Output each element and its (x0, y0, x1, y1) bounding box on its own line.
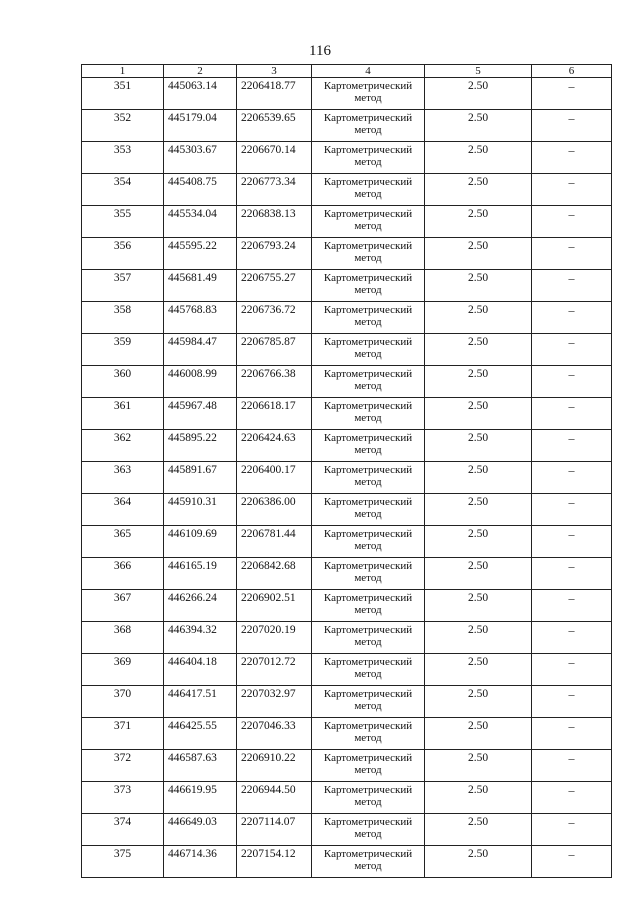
method-line-1: Картометрический (323, 176, 413, 188)
accuracy-cell: 2.50 (425, 686, 532, 718)
point-number-cell: 365 (82, 526, 164, 558)
method-line-1: Картометрический (323, 848, 413, 860)
x-coordinate-cell: 446266.24 (164, 590, 237, 622)
accuracy-cell: 2.50 (425, 334, 532, 366)
table-row (82, 110, 612, 142)
header-cell-4: 4 (312, 65, 425, 78)
accuracy-cell: 2.50 (425, 366, 532, 398)
x-coordinate-cell: 445063.14 (164, 78, 237, 110)
method-line-2: метод (354, 540, 382, 552)
x-coordinate-cell: 445967.48 (164, 398, 237, 430)
accuracy-cell: 2.50 (425, 238, 532, 270)
x-coordinate-cell: 445408.75 (164, 174, 237, 206)
method-line-2: метод (354, 828, 382, 840)
method-cell (312, 366, 425, 398)
method-line-2: метод (354, 860, 382, 872)
header-cell-6: 6 (532, 65, 612, 78)
method-line-2: метод (354, 124, 382, 136)
y-coordinate-cell: 2206418.77 (237, 78, 312, 110)
accuracy-cell: 2.50 (425, 78, 532, 110)
method-line-2: метод (354, 604, 382, 616)
method-cell (312, 654, 425, 686)
description-cell: – (532, 238, 612, 270)
description-cell: – (532, 174, 612, 206)
table-row (82, 366, 612, 398)
description-cell: – (532, 846, 612, 878)
method-line-1: Картометрический (323, 752, 413, 764)
y-coordinate-cell: 2206785.87 (237, 334, 312, 366)
method-line-2: метод (354, 700, 382, 712)
y-coordinate-cell: 2206736.72 (237, 302, 312, 334)
description-cell: – (532, 110, 612, 142)
point-number-cell: 356 (82, 238, 164, 270)
method-line-2: метод (354, 348, 382, 360)
method-line-2: метод (354, 92, 382, 104)
header-row (82, 65, 612, 78)
method-cell (312, 206, 425, 238)
point-number-cell: 360 (82, 366, 164, 398)
method-line-1: Картометрический (323, 592, 413, 604)
accuracy-cell: 2.50 (425, 398, 532, 430)
method-line-2: метод (354, 316, 382, 328)
x-coordinate-cell: 445984.47 (164, 334, 237, 366)
description-cell: – (532, 206, 612, 238)
y-coordinate-cell: 2207032.97 (237, 686, 312, 718)
point-number-cell: 359 (82, 334, 164, 366)
accuracy-cell: 2.50 (425, 750, 532, 782)
method-line-2: метод (354, 156, 382, 168)
method-cell (312, 462, 425, 494)
description-cell: – (532, 782, 612, 814)
point-number-cell: 352 (82, 110, 164, 142)
description-cell: – (532, 398, 612, 430)
table-row (82, 654, 612, 686)
y-coordinate-cell: 2206766.38 (237, 366, 312, 398)
table-row (82, 174, 612, 206)
method-line-2: метод (354, 476, 382, 488)
point-number-cell: 375 (82, 846, 164, 878)
table-row (82, 558, 612, 590)
method-line-1: Картометрический (323, 528, 413, 540)
table-row (82, 526, 612, 558)
x-coordinate-cell: 445534.04 (164, 206, 237, 238)
x-coordinate-cell: 446008.99 (164, 366, 237, 398)
accuracy-cell: 2.50 (425, 526, 532, 558)
x-coordinate-cell: 445768.83 (164, 302, 237, 334)
point-number-cell: 361 (82, 398, 164, 430)
accuracy-cell: 2.50 (425, 622, 532, 654)
y-coordinate-cell: 2207012.72 (237, 654, 312, 686)
method-line-1: Картометрический (323, 208, 413, 220)
table-row (82, 206, 612, 238)
table-row (82, 430, 612, 462)
point-number-cell: 366 (82, 558, 164, 590)
method-line-1: Картометрический (323, 496, 413, 508)
y-coordinate-cell: 2206902.51 (237, 590, 312, 622)
table-row (82, 590, 612, 622)
header-cell-5: 5 (425, 65, 532, 78)
header-cell-1: 1 (82, 65, 164, 78)
method-line-1: Картометрический (323, 432, 413, 444)
x-coordinate-cell: 445895.22 (164, 430, 237, 462)
y-coordinate-cell: 2206670.14 (237, 142, 312, 174)
y-coordinate-cell: 2206539.65 (237, 110, 312, 142)
method-line-2: метод (354, 252, 382, 264)
table-row (82, 494, 612, 526)
method-line-2: метод (354, 572, 382, 584)
method-line-1: Картометрический (323, 336, 413, 348)
y-coordinate-cell: 2207046.33 (237, 718, 312, 750)
method-cell (312, 590, 425, 622)
y-coordinate-cell: 2206793.24 (237, 238, 312, 270)
description-cell: – (532, 686, 612, 718)
x-coordinate-cell: 446394.32 (164, 622, 237, 654)
method-line-2: метод (354, 444, 382, 456)
accuracy-cell: 2.50 (425, 654, 532, 686)
accuracy-cell: 2.50 (425, 558, 532, 590)
table-row (82, 142, 612, 174)
method-line-2: метод (354, 796, 382, 808)
method-line-2: метод (354, 732, 382, 744)
method-cell (312, 782, 425, 814)
accuracy-cell: 2.50 (425, 846, 532, 878)
point-number-cell: 363 (82, 462, 164, 494)
table-row (82, 334, 612, 366)
x-coordinate-cell: 445303.67 (164, 142, 237, 174)
x-coordinate-cell: 445681.49 (164, 270, 237, 302)
method-line-1: Картометрический (323, 80, 413, 92)
description-cell: – (532, 750, 612, 782)
description-cell: – (532, 718, 612, 750)
description-cell: – (532, 334, 612, 366)
x-coordinate-cell: 445179.04 (164, 110, 237, 142)
accuracy-cell: 2.50 (425, 462, 532, 494)
method-cell (312, 302, 425, 334)
method-line-2: метод (354, 412, 382, 424)
point-number-cell: 374 (82, 814, 164, 846)
x-coordinate-cell: 446165.19 (164, 558, 237, 590)
accuracy-cell: 2.50 (425, 430, 532, 462)
accuracy-cell: 2.50 (425, 302, 532, 334)
method-cell (312, 494, 425, 526)
point-number-cell: 354 (82, 174, 164, 206)
method-line-1: Картометрический (323, 816, 413, 828)
description-cell: – (532, 270, 612, 302)
description-cell: – (532, 462, 612, 494)
method-line-1: Картометрический (323, 400, 413, 412)
y-coordinate-cell: 2206944.50 (237, 782, 312, 814)
method-line-1: Картометрический (323, 144, 413, 156)
x-coordinate-cell: 446587.63 (164, 750, 237, 782)
method-line-2: метод (354, 220, 382, 232)
method-line-2: метод (354, 764, 382, 776)
method-cell (312, 430, 425, 462)
method-line-1: Картометрический (323, 272, 413, 284)
header-cell-2: 2 (164, 65, 237, 78)
y-coordinate-cell: 2206400.17 (237, 462, 312, 494)
x-coordinate-cell: 446417.51 (164, 686, 237, 718)
table-row (82, 302, 612, 334)
accuracy-cell: 2.50 (425, 814, 532, 846)
description-cell: – (532, 430, 612, 462)
table-body (82, 65, 612, 878)
method-line-2: метод (354, 284, 382, 296)
table-row (82, 238, 612, 270)
method-cell (312, 270, 425, 302)
y-coordinate-cell: 2206755.27 (237, 270, 312, 302)
accuracy-cell: 2.50 (425, 110, 532, 142)
method-cell (312, 78, 425, 110)
table-row (82, 846, 612, 878)
method-line-2: метод (354, 188, 382, 200)
point-number-cell: 358 (82, 302, 164, 334)
coordinates-table (81, 64, 612, 878)
method-line-1: Картометрический (323, 112, 413, 124)
description-cell: – (532, 78, 612, 110)
x-coordinate-cell: 446404.18 (164, 654, 237, 686)
accuracy-cell: 2.50 (425, 174, 532, 206)
point-number-cell: 371 (82, 718, 164, 750)
method-cell (312, 334, 425, 366)
x-coordinate-cell: 446649.03 (164, 814, 237, 846)
method-line-1: Картометрический (323, 688, 413, 700)
accuracy-cell: 2.50 (425, 270, 532, 302)
description-cell: – (532, 622, 612, 654)
method-cell (312, 110, 425, 142)
description-cell: – (532, 654, 612, 686)
method-cell (312, 750, 425, 782)
point-number-cell: 367 (82, 590, 164, 622)
table-row (82, 750, 612, 782)
method-cell (312, 174, 425, 206)
y-coordinate-cell: 2206838.13 (237, 206, 312, 238)
method-cell (312, 718, 425, 750)
table-row (82, 270, 612, 302)
point-number-cell: 362 (82, 430, 164, 462)
page-number: 116 (309, 43, 331, 59)
method-cell (312, 238, 425, 270)
table-row (82, 398, 612, 430)
accuracy-cell: 2.50 (425, 494, 532, 526)
description-cell: – (532, 558, 612, 590)
table-row (82, 814, 612, 846)
point-number-cell: 373 (82, 782, 164, 814)
point-number-cell: 355 (82, 206, 164, 238)
y-coordinate-cell: 2206842.68 (237, 558, 312, 590)
point-number-cell: 351 (82, 78, 164, 110)
description-cell: – (532, 366, 612, 398)
x-coordinate-cell: 446619.95 (164, 782, 237, 814)
table-row (82, 462, 612, 494)
point-number-cell: 370 (82, 686, 164, 718)
x-coordinate-cell: 445891.67 (164, 462, 237, 494)
x-coordinate-cell: 445595.22 (164, 238, 237, 270)
method-line-1: Картометрический (323, 624, 413, 636)
table-row (82, 782, 612, 814)
method-line-1: Картометрический (323, 368, 413, 380)
method-cell (312, 526, 425, 558)
description-cell: – (532, 526, 612, 558)
description-cell: – (532, 494, 612, 526)
description-cell: – (532, 302, 612, 334)
method-cell (312, 142, 425, 174)
y-coordinate-cell: 2206618.17 (237, 398, 312, 430)
point-number-cell: 353 (82, 142, 164, 174)
x-coordinate-cell: 445910.31 (164, 494, 237, 526)
description-cell: – (532, 590, 612, 622)
y-coordinate-cell: 2206424.63 (237, 430, 312, 462)
table-row (82, 718, 612, 750)
method-line-1: Картометрический (323, 560, 413, 572)
x-coordinate-cell: 446714.36 (164, 846, 237, 878)
method-cell (312, 398, 425, 430)
y-coordinate-cell: 2206910.22 (237, 750, 312, 782)
point-number-cell: 368 (82, 622, 164, 654)
point-number-cell: 372 (82, 750, 164, 782)
method-line-2: метод (354, 636, 382, 648)
method-line-1: Картометрический (323, 240, 413, 252)
point-number-cell: 364 (82, 494, 164, 526)
y-coordinate-cell: 2206386.00 (237, 494, 312, 526)
description-cell: – (532, 142, 612, 174)
accuracy-cell: 2.50 (425, 718, 532, 750)
y-coordinate-cell: 2207154.12 (237, 846, 312, 878)
method-line-1: Картометрический (323, 464, 413, 476)
method-line-1: Картометрический (323, 720, 413, 732)
method-cell (312, 558, 425, 590)
point-number-cell: 357 (82, 270, 164, 302)
method-cell (312, 846, 425, 878)
y-coordinate-cell: 2207020.19 (237, 622, 312, 654)
y-coordinate-cell: 2206773.34 (237, 174, 312, 206)
method-line-1: Картометрический (323, 304, 413, 316)
point-number-cell: 369 (82, 654, 164, 686)
y-coordinate-cell: 2207114.07 (237, 814, 312, 846)
method-cell (312, 814, 425, 846)
table-row (82, 78, 612, 110)
table-row (82, 686, 612, 718)
table-row (82, 622, 612, 654)
description-cell: – (532, 814, 612, 846)
method-line-2: метод (354, 668, 382, 680)
method-line-1: Картометрический (323, 656, 413, 668)
accuracy-cell: 2.50 (425, 142, 532, 174)
header-cell-3: 3 (237, 65, 312, 78)
x-coordinate-cell: 446109.69 (164, 526, 237, 558)
x-coordinate-cell: 446425.55 (164, 718, 237, 750)
y-coordinate-cell: 2206781.44 (237, 526, 312, 558)
accuracy-cell: 2.50 (425, 590, 532, 622)
accuracy-cell: 2.50 (425, 782, 532, 814)
accuracy-cell: 2.50 (425, 206, 532, 238)
method-cell (312, 622, 425, 654)
method-cell (312, 686, 425, 718)
method-line-2: метод (354, 508, 382, 520)
method-line-1: Картометрический (323, 784, 413, 796)
method-line-2: метод (354, 380, 382, 392)
